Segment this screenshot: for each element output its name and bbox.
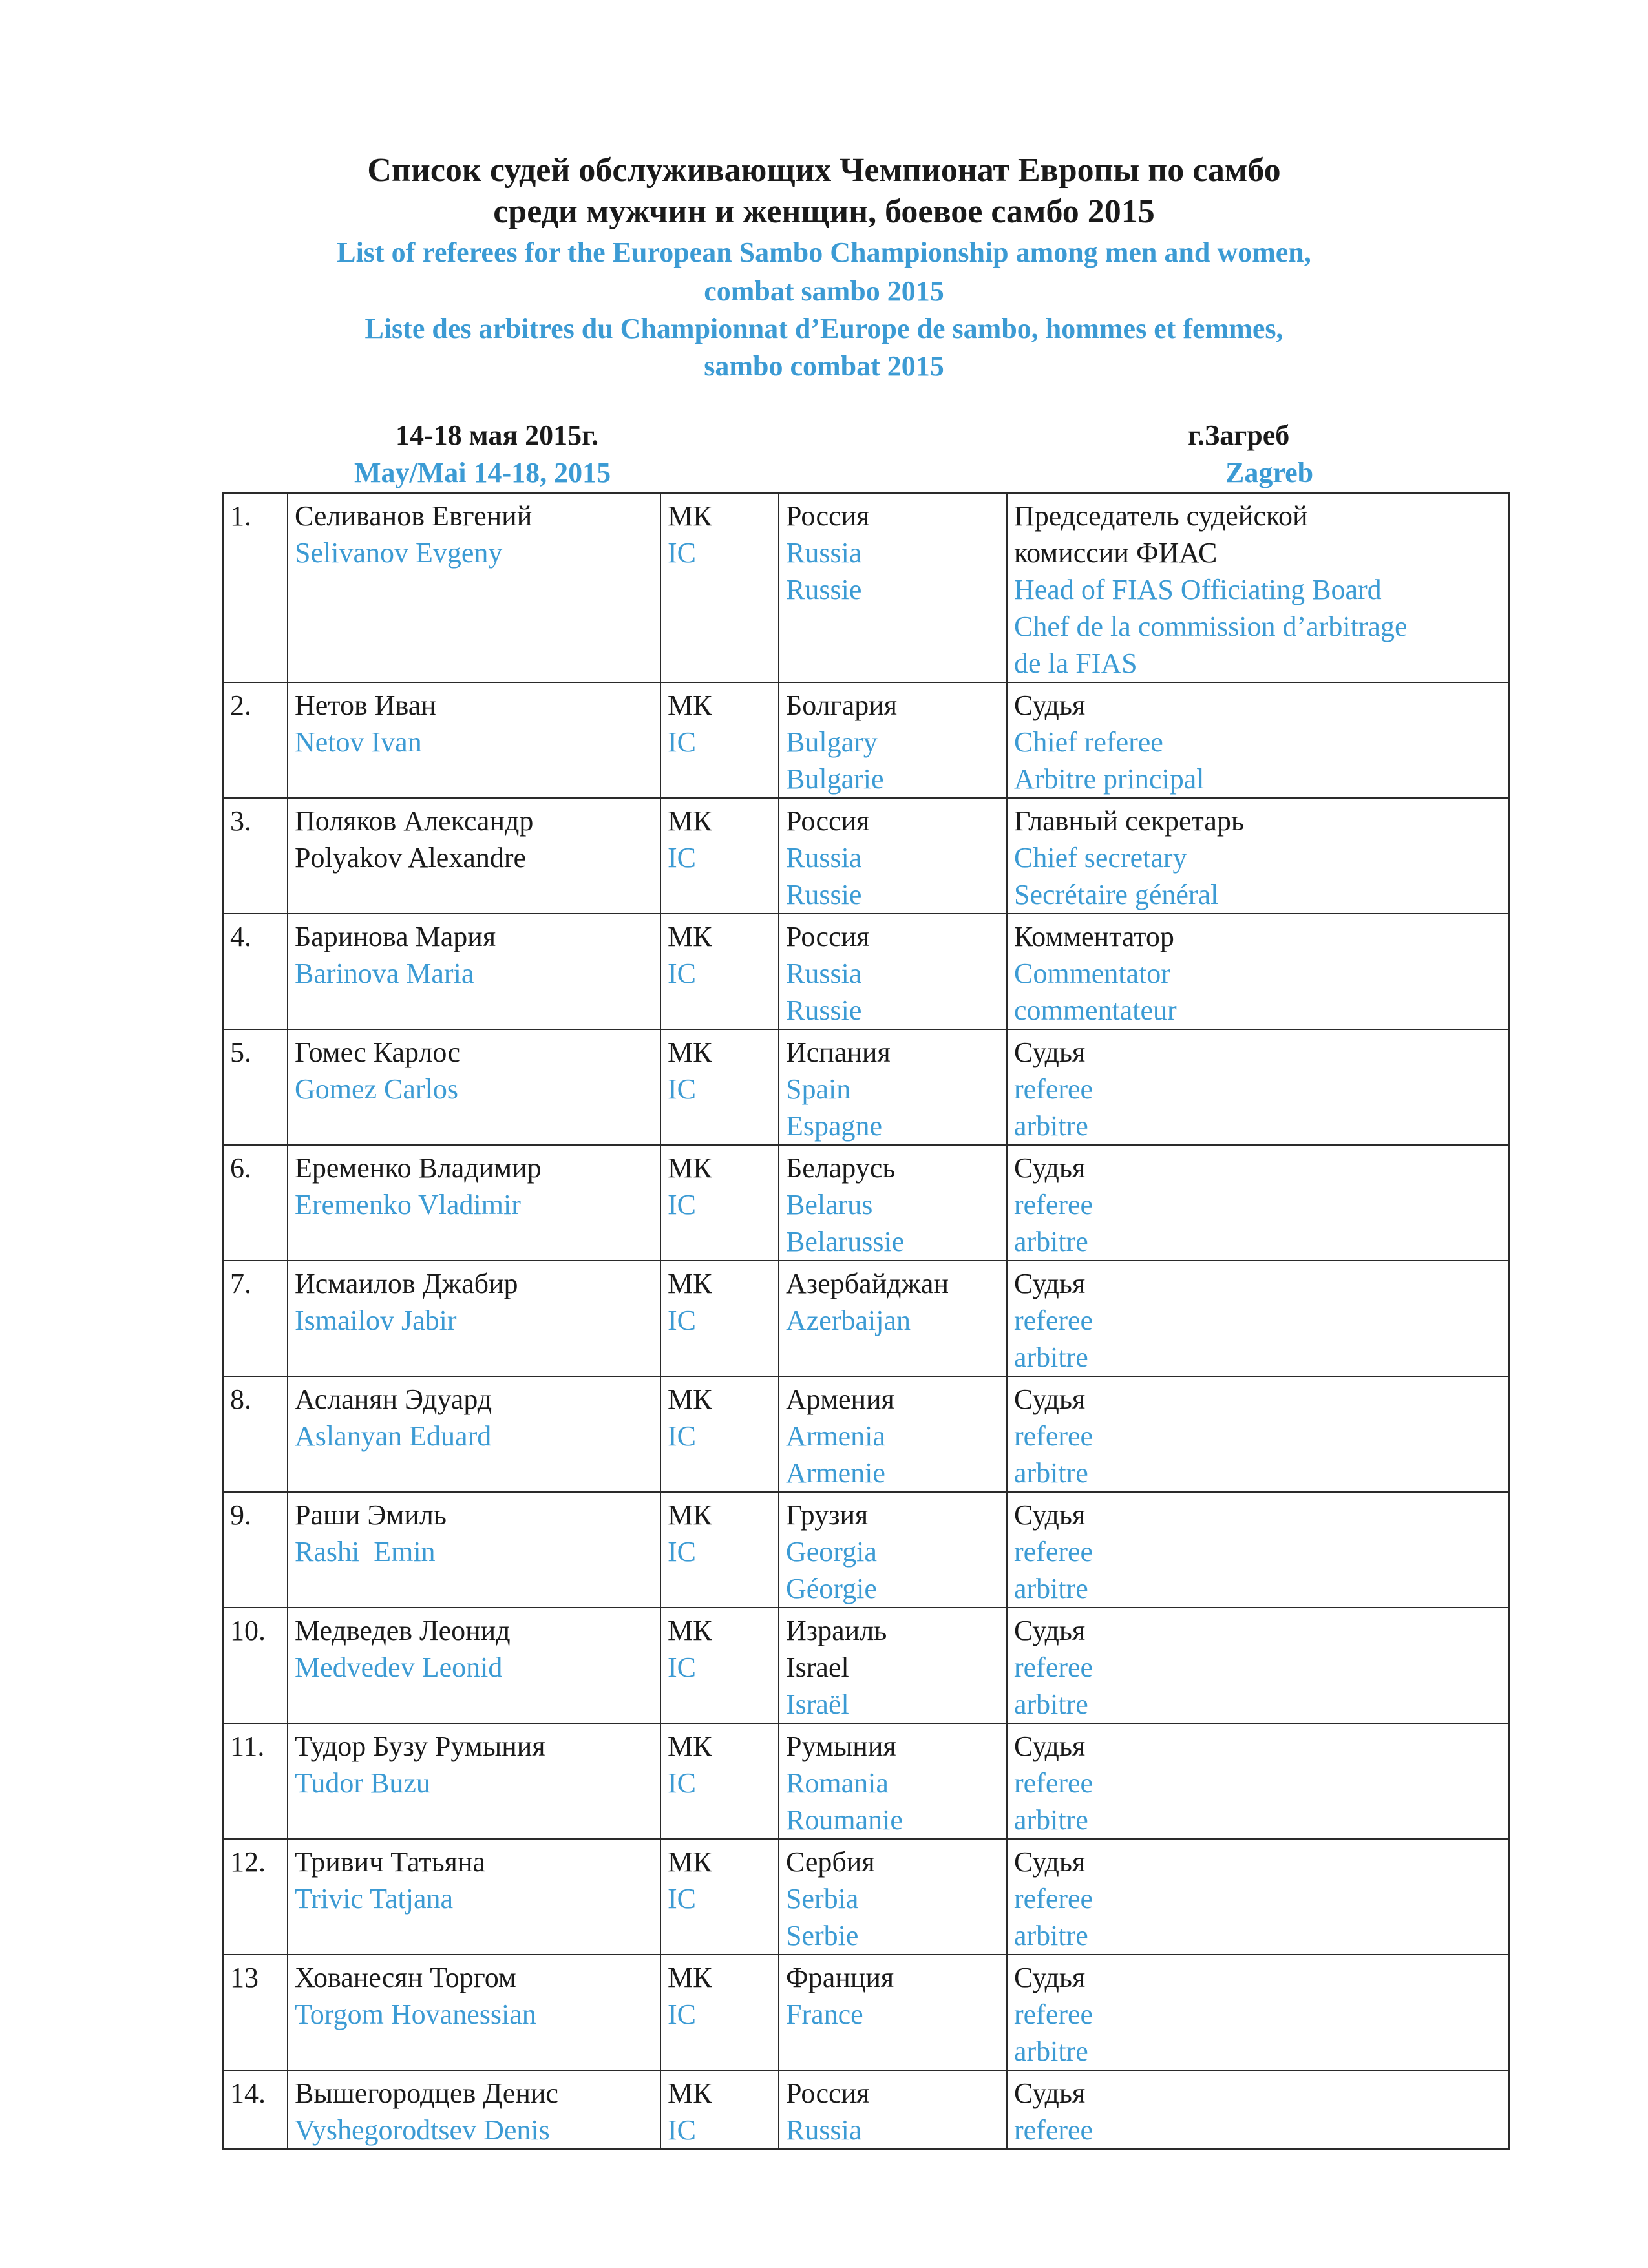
category-cell <box>660 1955 779 2070</box>
role-fr: Secrétaire général <box>1014 879 1219 910</box>
city-en: Zagreb <box>1225 457 1314 488</box>
title-fr-line-2: sambo combat 2015 <box>704 350 944 382</box>
role-en: referee <box>1014 1305 1093 1336</box>
country-fr: Belarussie <box>786 1226 905 1257</box>
table-row <box>223 1492 1509 1608</box>
name-en: Eremenko Vladimir <box>295 1189 521 1221</box>
name-en: Netov Ivan <box>295 726 422 758</box>
referees-table <box>222 492 1510 2150</box>
country-fr: Espagne <box>786 1110 883 1142</box>
name-ru: Селиванов Евгений <box>295 500 533 532</box>
role-ru: Судья <box>1014 1036 1086 1068</box>
category-cell <box>660 798 779 914</box>
role-en: referee <box>1014 1189 1093 1221</box>
role-ru: Судья <box>1014 1962 1086 1993</box>
role-en: Chief secretary <box>1014 842 1187 874</box>
category-ru: МК <box>668 1962 712 1993</box>
role-ru: Председатель судейской <box>1014 500 1308 532</box>
country-en: Azerbaijan <box>786 1305 911 1336</box>
role-en: referee <box>1014 1536 1093 1568</box>
country-cell <box>779 1608 1007 1723</box>
name-ru: Еременко Владимир <box>295 1152 542 1184</box>
role-cell <box>1007 914 1509 1029</box>
name-ru: Тудор Бузу Румыния <box>295 1730 545 1762</box>
role-fr: arbitre <box>1014 1804 1088 1836</box>
country-en: Russia <box>786 2114 862 2146</box>
name-en: Trivic Tatjana <box>295 1883 454 1915</box>
name-en: Selivanov Evgeny <box>295 537 503 569</box>
name-cell <box>288 682 660 798</box>
category-en: IC <box>668 1536 696 1568</box>
country-cell <box>779 2070 1007 2149</box>
role-fr: Arbitre principal <box>1014 763 1205 795</box>
row-number: 7. <box>223 1261 288 1376</box>
name-cell <box>288 1376 660 1492</box>
name-cell <box>288 1839 660 1955</box>
category-ru: МК <box>668 1036 712 1068</box>
row-number: 13 <box>223 1955 288 2070</box>
role-fr: Chef de la commission d’arbitrage <box>1014 611 1408 642</box>
role-fr: arbitre <box>1014 1110 1088 1142</box>
category-en: IC <box>668 842 696 874</box>
role-en: Commentator <box>1014 958 1170 989</box>
country-en: Belarus <box>786 1189 873 1221</box>
role-en: Chief referee <box>1014 726 1163 758</box>
name-ru: Тривич Татьяна <box>295 1846 485 1878</box>
role-cell <box>1007 1839 1509 1955</box>
name-cell <box>288 1261 660 1376</box>
country-en: Russia <box>786 842 862 874</box>
name-en: Vyshegorodtsev Denis <box>295 2114 550 2146</box>
table-row <box>223 493 1509 682</box>
category-ru: МК <box>668 1268 712 1299</box>
name-cell <box>288 1492 660 1608</box>
date-en: May/Mai 14-18, 2015 <box>354 457 611 488</box>
role-fr: arbitre <box>1014 1573 1088 1604</box>
category-ru: МК <box>668 1152 712 1184</box>
country-ru: Испания <box>786 1036 891 1068</box>
country-fr: Serbie <box>786 1920 859 1951</box>
role-en: referee <box>1014 2114 1093 2146</box>
row-number: 11. <box>223 1723 288 1839</box>
name-cell <box>288 493 660 682</box>
country-en: Spain <box>786 1073 851 1105</box>
name-cell <box>288 914 660 1029</box>
role-ru: Судья <box>1014 1383 1086 1415</box>
role-en: referee <box>1014 1652 1093 1683</box>
category-cell <box>660 1608 779 1723</box>
country-en: Armenia <box>786 1420 885 1452</box>
country-cell <box>779 1376 1007 1492</box>
title-ru-line-1: Список судей обслуживающих Чемпионат Европы по самбо <box>367 152 1281 189</box>
category-en: IC <box>668 1999 696 2030</box>
row-number: 10. <box>223 1608 288 1723</box>
category-cell <box>660 914 779 1029</box>
country-en: Serbia <box>786 1883 859 1915</box>
role-en: referee <box>1014 1883 1093 1915</box>
role-ru: Судья <box>1014 1730 1086 1762</box>
role-cell <box>1007 798 1509 914</box>
name-ru: Вышегородцев Денис <box>295 2077 558 2109</box>
role-ru: Судья <box>1014 1499 1086 1531</box>
row-number: 12. <box>223 1839 288 1955</box>
category-cell <box>660 1492 779 1608</box>
name-ru: Медведев Леонид <box>295 1615 511 1646</box>
role-cell <box>1007 1376 1509 1492</box>
name-cell <box>288 1029 660 1145</box>
country-cell <box>779 1029 1007 1145</box>
role-fr: arbitre <box>1014 2035 1088 2067</box>
table-row <box>223 1145 1509 1261</box>
category-en: IC <box>668 958 696 989</box>
country-cell <box>779 914 1007 1029</box>
role-ru: Судья <box>1014 1152 1086 1184</box>
table-row <box>223 1029 1509 1145</box>
name-ru: Гомес Карлос <box>295 1036 461 1068</box>
country-en: Israel <box>786 1652 849 1683</box>
category-cell <box>660 1839 779 1955</box>
role-ru: Судья <box>1014 1846 1086 1878</box>
role-ru: Судья <box>1014 2077 1086 2109</box>
category-en: IC <box>668 1420 696 1452</box>
country-ru: Россия <box>786 805 870 837</box>
name-en: Rashi Emin <box>295 1536 436 1568</box>
role-cell <box>1007 1492 1509 1608</box>
country-ru: Болгария <box>786 689 898 721</box>
category-ru: МК <box>668 2077 712 2109</box>
country-cell <box>779 798 1007 914</box>
row-number: 2. <box>223 682 288 798</box>
table-row <box>223 1376 1509 1492</box>
title-fr-line-1: Liste des arbitres du Championnat d’Europe de sambo, hommes et femmes, <box>364 313 1284 344</box>
name-ru: Асланян Эдуард <box>295 1383 492 1415</box>
country-ru: Сербия <box>786 1846 875 1878</box>
category-cell <box>660 493 779 682</box>
category-en: IC <box>668 1652 696 1683</box>
role-en: referee <box>1014 1420 1093 1452</box>
country-ru: Грузия <box>786 1499 869 1531</box>
table-row <box>223 1608 1509 1723</box>
country-ru: Франция <box>786 1962 894 1993</box>
country-fr: Géorgie <box>786 1573 877 1604</box>
category-cell <box>660 682 779 798</box>
category-en: IC <box>668 1189 696 1221</box>
category-en: IC <box>668 1073 696 1105</box>
name-ru: Баринова Мария <box>295 921 496 952</box>
table-row <box>223 1261 1509 1376</box>
title-block <box>0 150 1648 385</box>
country-en: Russia <box>786 537 862 569</box>
country-en: Bulgary <box>786 726 878 758</box>
name-en: Ismailov Jabir <box>295 1305 457 1336</box>
table-row <box>223 682 1509 798</box>
category-ru: МК <box>668 1615 712 1646</box>
country-ru: Россия <box>786 921 870 952</box>
country-cell <box>779 1723 1007 1839</box>
category-en: IC <box>668 1883 696 1915</box>
table-row <box>223 1839 1509 1955</box>
title-en-line-2: combat sambo 2015 <box>704 275 944 307</box>
date-ru: 14-18 мая 2015г. <box>396 419 599 451</box>
role-fr: arbitre <box>1014 1226 1088 1257</box>
role-ru: комиссии ФИАС <box>1014 537 1218 569</box>
role-fr: de la FIAS <box>1014 647 1137 679</box>
table-row <box>223 798 1509 914</box>
name-cell <box>288 798 660 914</box>
role-ru: Судья <box>1014 1615 1086 1646</box>
role-en: referee <box>1014 1999 1093 2030</box>
row-number: 14. <box>223 2070 288 2149</box>
table-row <box>223 2070 1509 2149</box>
table-row <box>223 1955 1509 2070</box>
city-ru: г.Загреб <box>1188 419 1290 451</box>
category-ru: МК <box>668 1499 712 1531</box>
name-ru: Раши Эмиль <box>295 1499 447 1531</box>
row-number: 3. <box>223 798 288 914</box>
name-cell <box>288 1955 660 2070</box>
name-en: Polyakov Alexandre <box>295 842 527 874</box>
title-en-line-1: List of referees for the European Sambo Championship among men and women, <box>337 236 1311 268</box>
name-cell <box>288 2070 660 2149</box>
role-fr: arbitre <box>1014 1457 1088 1489</box>
country-ru: Румыния <box>786 1730 896 1762</box>
name-cell <box>288 1145 660 1261</box>
name-en: Gomez Carlos <box>295 1073 458 1105</box>
role-ru: Главный секретарь <box>1014 805 1244 837</box>
role-cell <box>1007 1608 1509 1723</box>
role-cell <box>1007 2070 1509 2149</box>
country-cell <box>779 1955 1007 2070</box>
country-ru: Армения <box>786 1383 894 1415</box>
role-en: Head of FIAS Officiating Board <box>1014 574 1382 605</box>
role-ru: Комментатор <box>1014 921 1174 952</box>
category-cell <box>660 1723 779 1839</box>
row-number: 5. <box>223 1029 288 1145</box>
country-ru: Россия <box>786 2077 870 2109</box>
title-ru-line-2: среди мужчин и женщин, боевое самбо 2015 <box>493 193 1155 230</box>
name-cell <box>288 1723 660 1839</box>
country-cell <box>779 1261 1007 1376</box>
country-en: Russia <box>786 958 862 989</box>
role-cell <box>1007 682 1509 798</box>
category-en: IC <box>668 1767 696 1799</box>
country-cell <box>779 1492 1007 1608</box>
role-cell <box>1007 1261 1509 1376</box>
country-cell <box>779 682 1007 798</box>
name-en: Barinova Maria <box>295 958 474 989</box>
row-number: 4. <box>223 914 288 1029</box>
name-ru: Нетов Иван <box>295 689 436 721</box>
name-en: Medvedev Leonid <box>295 1652 503 1683</box>
country-en: Romania <box>786 1767 889 1799</box>
role-fr: arbitre <box>1014 1688 1088 1720</box>
role-ru: Судья <box>1014 1268 1086 1299</box>
name-en: Tudor Buzu <box>295 1767 430 1799</box>
category-cell <box>660 1261 779 1376</box>
row-number: 6. <box>223 1145 288 1261</box>
row-number: 9. <box>223 1492 288 1608</box>
category-en: IC <box>668 2114 696 2146</box>
name-ru: Хованесян Торгом <box>295 1962 516 1993</box>
role-cell <box>1007 1723 1509 1839</box>
role-cell <box>1007 1145 1509 1261</box>
category-ru: МК <box>668 689 712 721</box>
country-fr: Russie <box>786 574 862 605</box>
country-cell <box>779 1839 1007 1955</box>
country-fr: Armenie <box>786 1457 885 1489</box>
country-fr: Russie <box>786 879 862 910</box>
category-en: IC <box>668 537 696 569</box>
category-ru: МК <box>668 1730 712 1762</box>
category-ru: МК <box>668 1383 712 1415</box>
country-fr: Bulgarie <box>786 763 884 795</box>
category-en: IC <box>668 726 696 758</box>
category-ru: МК <box>668 500 712 532</box>
role-en: referee <box>1014 1767 1093 1799</box>
name-en: Torgom Hovanessian <box>295 1999 536 2030</box>
table-row <box>223 1723 1509 1839</box>
country-cell <box>779 493 1007 682</box>
row-number: 1. <box>223 493 288 682</box>
role-cell <box>1007 1955 1509 2070</box>
country-ru: Беларусь <box>786 1152 896 1184</box>
country-ru: Азербайджан <box>786 1268 949 1299</box>
table-row <box>223 914 1509 1029</box>
country-fr: Roumanie <box>786 1804 903 1836</box>
country-ru: Россия <box>786 500 870 532</box>
role-en: referee <box>1014 1073 1093 1105</box>
category-cell <box>660 1029 779 1145</box>
category-ru: МК <box>668 921 712 952</box>
name-en: Aslanyan Eduard <box>295 1420 492 1452</box>
category-ru: МК <box>668 805 712 837</box>
category-en: IC <box>668 1305 696 1336</box>
role-ru: Судья <box>1014 689 1086 721</box>
role-fr: commentateur <box>1014 994 1177 1026</box>
category-cell <box>660 2070 779 2149</box>
role-cell <box>1007 1029 1509 1145</box>
country-fr: Israël <box>786 1688 849 1720</box>
row-number: 8. <box>223 1376 288 1492</box>
category-cell <box>660 1376 779 1492</box>
role-fr: arbitre <box>1014 1341 1088 1373</box>
role-fr: arbitre <box>1014 1920 1088 1951</box>
country-ru: Израиль <box>786 1615 887 1646</box>
country-en: Georgia <box>786 1536 877 1568</box>
country-fr: Russie <box>786 994 862 1026</box>
name-ru: Исмаилов Джабир <box>295 1268 518 1299</box>
category-cell <box>660 1145 779 1261</box>
country-en: France <box>786 1999 863 2030</box>
role-cell <box>1007 493 1509 682</box>
country-cell <box>779 1145 1007 1261</box>
category-ru: МК <box>668 1846 712 1878</box>
name-cell <box>288 1608 660 1723</box>
name-ru: Поляков Александр <box>295 805 534 837</box>
